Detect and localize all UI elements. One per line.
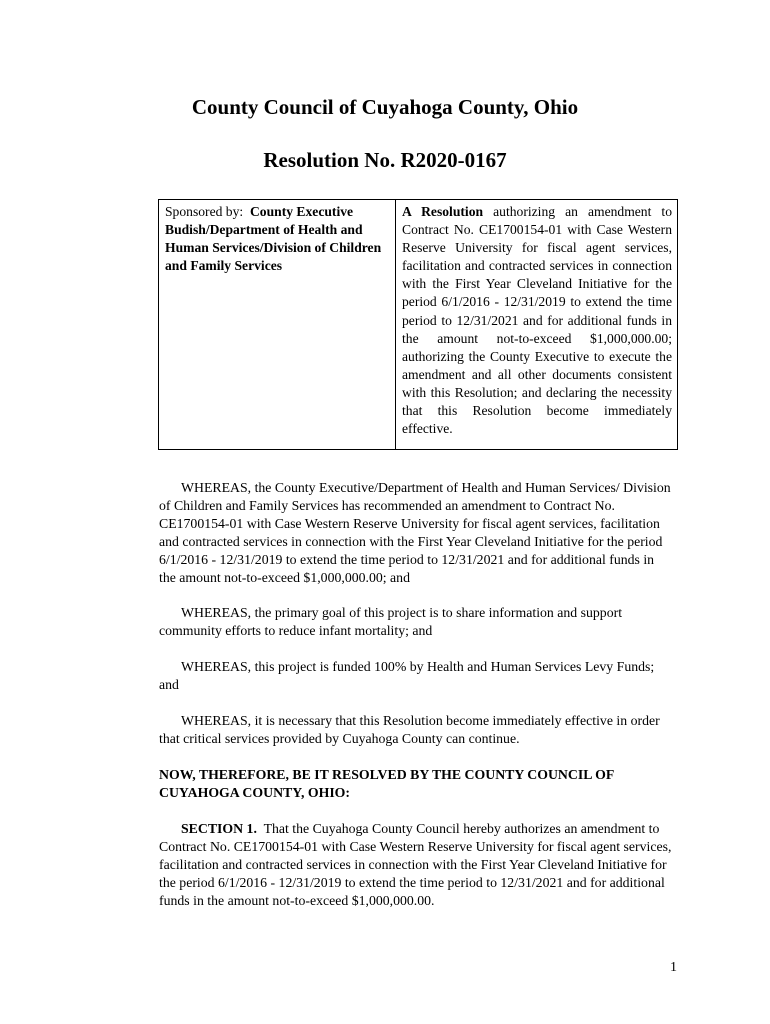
whereas-paragraph-4 (159, 712, 673, 748)
resolved-clause: NOW, THEREFORE, BE IT RESOLVED BY THE COUNTY COUNCIL OF CUYAHOGA COUNTY, OHIO: (159, 767, 614, 801)
whereas-text-3: WHEREAS, this project is funded 100% by Health and Human Services Levy Funds; and (159, 659, 655, 693)
whereas-paragraph-1 (159, 479, 673, 588)
sponsor-cell (159, 200, 396, 449)
sponsor-table (158, 199, 678, 450)
section-1-text: That the Cuyahoga County Council hereby authorizes an amendment to Contract No. CE1700154-01 with Case Western Reserve University for fiscal agent services, facilitation and contracted services in connection with the First Year Cleveland Initiative for the period 6/1/2016 - 12/31/2019 to extend the time period to 12/31/2021 and for additional funds in the amount not-to-exceed $1,000,000.00. (159, 821, 672, 909)
resolution-summary-cell (396, 200, 677, 449)
whereas-text-4: WHEREAS, it is necessary that this Resolution become immediately effective in order that critical services provided by Cuyahoga County can continue. (159, 713, 660, 747)
section-1-paragraph (159, 820, 673, 910)
resolution-number: Resolution No. R2020-0167 (263, 148, 507, 172)
whereas-paragraph-3 (159, 658, 673, 694)
resolution-summary: authorizing an amendment to Contract No. CE1700154-01 with Case Western Reserve University for fiscal agent services, facilitation and contracted services in connection with the First Year Cleveland Initiative for the period 6/1/2016 - 12/31/2019 to extend the time period to 12/31/2021 and for additional funds in the amount not-to-exceed $1,000,000.00; authorizing the County Executive to execute the amendment and all other documents consistent with this Resolution; and declaring the necessity that this Resolution become immediately effective. (402, 204, 672, 437)
resolution-lead: A Resolution (402, 204, 484, 219)
section-1-label: SECTION 1. (181, 821, 257, 836)
sponsor-name: County Executive Budish/Department of Health and Human Services/Division of Children and Family Services (165, 204, 382, 274)
document-title: County Council of Cuyahoga County, Ohio (191, 95, 579, 119)
whereas-text-1: WHEREAS, the County Executive/Department of Health and Human Services/ Division of Children and Family Services has recommended an amendment to Contract No. CE1700154-01 with Case Western Reserve University for fiscal agent services, facilitation and contracted services in connection with the First Year Cleveland Initiative for the period 6/1/2016 - 12/31/2019 to extend the time period to 12/31/2021 and for additional funds in the amount not-to-exceed $1,000,000.00; and (159, 480, 671, 586)
sponsored-by-label: Sponsored by: (165, 204, 244, 219)
whereas-text-2: WHEREAS, the primary goal of this project is to share information and support community efforts to reduce infant mortality; and (159, 605, 623, 639)
whereas-paragraph-2 (159, 604, 673, 640)
page-number: 1 (670, 960, 677, 975)
